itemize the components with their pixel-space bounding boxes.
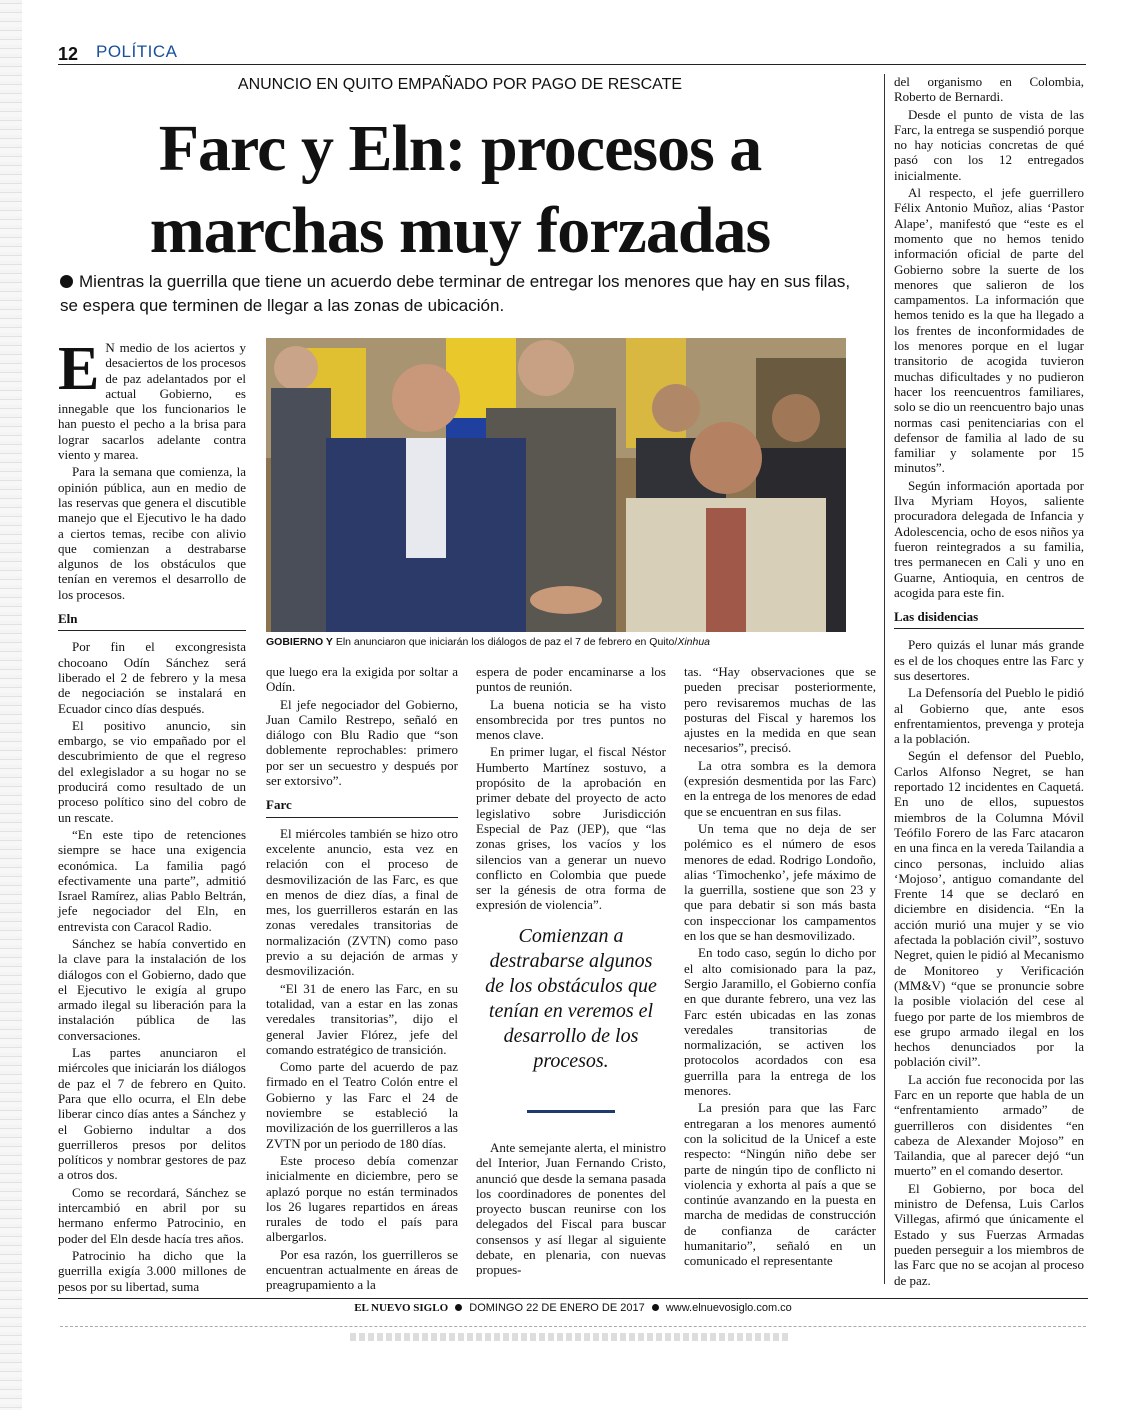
paragraph: Este proceso debía comenzar inicialmente en diciembre, pero se aplazó porque no están terminados los 26 lugares repartidos en áreas rurales de todo el país para albergarlos. xyxy=(266,1152,458,1245)
paragraph: El positivo anuncio, sin embargo, se vio empañado por el descubrimiento de que el regreso del exlegislador a su hogar no se producirá como resultado de un proceso político sino del cobro de un rescate. xyxy=(58,717,246,825)
scan-edge xyxy=(0,0,22,1410)
paragraph: En primer lugar, el fiscal Néstor Humberto Martínez sostuvo, a propósito de la aprobación en primer debate del proyecto de acto legislativo sobre Jurisdicción Especial de Paz (JEP), que “las zonas grises, los vacíos y los silencios van a generar un nuevo conflicto en Colombia que puede ser la génesis de otra forma de expresión de violencia”. xyxy=(476,744,666,913)
paragraph: La buena noticia se ha visto ensombrecida por tres puntos no menos clave. xyxy=(476,696,666,743)
cut-line xyxy=(60,1326,1086,1327)
subhead-disidencias: Las disidencias xyxy=(894,606,1084,629)
column-5 xyxy=(894,74,1084,1288)
subhead-eln: Eln xyxy=(58,608,246,631)
paragraph: Según información aportada por Ilva Myriam Hoyos, saliente procuradora delegada de Infancia y Adolescencia, ocho de esos niños ya fueron reintegrados a su familia, tres permanecen en Cali y uno en Guarne, Antioquia, en centros de acogida para este fin. xyxy=(894,477,1084,600)
pull-quote: Comienzan a destrabarse algunos de los obstáculos que tenían en veremos el desarrollo de los procesos. xyxy=(485,925,657,1072)
paragraph: En todo caso, según lo dicho por el alto comisionado para la paz, Sergio Jaramillo, el Gobierno confía en que durante febrero, una vez las Farc estén ubicadas en las zonas veredales transitorias de normalización, se activen los protocolos acordados con esa guerrilla para la entrega de los menores. xyxy=(684,945,876,1099)
footer-rule xyxy=(58,1298,1088,1299)
paragraph: Según el defensor del Pueblo, Carlos Alfonso Negret, se han reportado 12 incidentes en Caquetá. En uno de ellos, supuestos miembros de la Columna Móvil Teófilo Forero de las Farc atacaron en una finca en la vereda Tailandia a cinco personas, incluido alias ‘Mojoso’, antiguo comandante del Frente 14 que se declaró en diciembre en disidencia. “En la acción murió una mujer y se vio afectada la población civil”, sostuvo Negret, quien le pidió al Mecanismo de Monitoreo y Verificación (MM&V) “que se pronuncie sobre la posible violación del cese al fuego por parte de los miembros de ese grupo armado ilegal en los hechos denunciados por la población civil”. xyxy=(894,748,1084,1070)
paragraph: Las partes anunciaron el miércoles que iniciarán los diálogos de paz el 7 de febrero en Quito. Para que ello ocurra, el Eln debe liberar cinco días antes a Sánchez y el Gobierno indultar a dos guerrilleros presos por delitos políticos y nombrar gestores de paz a otros dos. xyxy=(58,1045,246,1183)
paragraph: del organismo en Colombia, Roberto de Bernardi. xyxy=(894,74,1084,105)
bleed-through xyxy=(350,1333,790,1341)
paragraph: espera de poder encaminarse a los puntos de reunión. xyxy=(476,664,666,695)
header-rule xyxy=(58,64,1086,65)
bullet-icon xyxy=(652,1304,659,1311)
footer xyxy=(60,1302,1086,1314)
paragraph: Como parte del acuerdo de paz firmado en el Teatro Colón entre el Gobierno y las Farc el 24 de noviembre se estableció la movilización de los guerrilleros a las ZVTN por un periodo de 180 días. xyxy=(266,1059,458,1151)
column-2 xyxy=(266,664,458,1293)
paragraph: Desde el punto de vista de las Farc, la entrega se suspendió porque no hay noticias concretas de qué pasó con los 12 entregados inicialmente. xyxy=(894,106,1084,183)
paragraph: El jefe negociador del Gobierno, Juan Camilo Restrepo, señaló en diálogo con Blu Radio que “son doblemente reprochables: primero por ser un secuestro y después por ser extorsivo”. xyxy=(266,696,458,789)
column-rule xyxy=(884,74,885,1284)
paragraph: que luego era la exigida por soltar a Odín. xyxy=(266,664,458,695)
paragraph: Sánchez se había convertido en la clave para la instalación de los diálogos con el Gobierno, dado que el Ejecutivo le exigía al grupo armado ilegal su liberación para la instalación pública de las conversaciones. xyxy=(58,935,246,1043)
column-4 xyxy=(684,664,876,1282)
paragraph: Por esa razón, los guerrilleros se encuentran actualmente en áreas de preagrupamiento a la xyxy=(266,1246,458,1293)
paragraph: Al respecto, el jefe guerrillero Félix Antonio Muñoz, alias ‘Pastor Alape’, manifestó que “este es el momento que no hemos tenido información oficial de parte del Gobierno sobre la suerte de los menores que salieron de los campamentos. La información que hemos tenido es la que ha llegado a los frentes de inconformidades de los menores porque en el lugar transitorio de acogida tuvieron muchas dificultades y no pudieron hacer los reencuentros familiares, solo se dio un reencuentro bajo unas normas casi penitenciarias con el defensor de familia al lado de su familiar y solamente por 15 minutos”. xyxy=(894,185,1084,476)
column-1 xyxy=(58,335,246,1294)
bullet-icon xyxy=(60,275,73,288)
paragraph: Patrocinio ha dicho que la guerrilla exigía 3.000 millones de pesos por su libertad, suma xyxy=(58,1247,246,1294)
paragraph: Como se recordará, Sánchez se intercambió en abril por su hermano enfermo Patrocinio, en poder del Eln desde hacía tres años. xyxy=(58,1184,246,1246)
section-label: POLÍTICA xyxy=(96,42,178,61)
kicker: ANUNCIO EN QUITO EMPAÑADO POR PAGO DE RESCATE xyxy=(237,76,683,93)
footer-date: DOMINGO 22 DE ENERO DE 2017 xyxy=(469,1302,645,1314)
paragraph: La presión para que las Farc entregaran a los menores aumentó con la solicitud de la Unicef a este respecto: “Ningún niño debe ser parte de ningún tipo de conflicto ni violencia y exhorta al país a que se continúe avanzando en la puesta en marcha de medidas de construcción de confianza de carácter humanitario”, señaló en un comunicado el representante xyxy=(684,1100,876,1269)
headline: Farc y Eln: procesos a marchas muy forzadas xyxy=(149,112,771,267)
paragraph: La acción fue reconocida por las Farc en un reporte que habla de un “enfrentamiento armado” de guerrilleros con disidentes “en cabeza de Alexander Mojoso” en Tailandia, que al parecer dejó “un muerto” en el comando desertor. xyxy=(894,1071,1084,1179)
subhead-farc: Farc xyxy=(266,794,458,817)
column-3-bottom xyxy=(476,1140,666,1282)
paragraph: “En este tipo de retenciones siempre se hace una exigencia económica. La familia pagó efectivamente una parte”, admitió Israel Ramírez, alias Pablo Beltrán, jefe negociador del Eln, en entrevista con Caracol Radio. xyxy=(58,826,246,934)
paragraph: Ante semejante alerta, el ministro del Interior, Juan Fernando Cristo, anunció que desde la semana pasada los coordinadores de ponentes del proyecto buscan reunirse con los delegados del Fiscal para buscar consensos y así llegar al siguiente debate, en plenaria, con nuevas propues- xyxy=(476,1140,666,1278)
newspaper-logo: EL NUEVO SIGLO xyxy=(354,1302,449,1314)
bullet-icon xyxy=(455,1304,462,1311)
pull-quote-rule xyxy=(527,1110,615,1113)
handshake-photo xyxy=(266,338,846,632)
paragraph: La otra sombra es la demora (expresión desmentida por las Farc) en la entrega de los menores de edad que se encuentran en sus filas. xyxy=(684,757,876,819)
paragraph: La Defensoría del Pueblo le pidió al Gobierno que, ante esos enfrentamientos, prevenga y proteja a la población. xyxy=(894,685,1084,747)
column-3-top xyxy=(476,664,666,914)
paragraph: Un tema que no deja de ser polémico es el número de esos menores de edad. Rodrigo Londoño, alias ‘Timochenko’, jefe máximo de la guerrilla, sostiene que son 23 y que para debatir si son más basta con inspeccionar los campamentos en los que se han desmovilizado. xyxy=(684,820,876,944)
footer-url: www.elnuevosiglo.com.co xyxy=(665,1302,792,1314)
paragraph: Por fin el excongresista chocoano Odín Sánchez será liberado el 2 de febrero y la mesa de negociación se instalará en Ecuador cinco días después. xyxy=(58,639,246,716)
deck-text: Mientras la guerrilla que tiene un acuerdo debe terminar de entregar los menores que hay en sus filas, se espera que terminen de llegar a las zonas de ubicación. xyxy=(60,272,851,315)
photo-caption: GOBIERNO Y Eln anunciaron que iniciarán los diálogos de paz el 7 de febrero en Quito/Xinhua xyxy=(266,636,711,648)
paragraph: Pero quizás el lunar más grande es el de los choques entre las Farc y sus desertores. xyxy=(894,637,1084,683)
paragraph: El Gobierno, por boca del ministro de Defensa, Luis Carlos Villegas, afirmó que únicamente el Estado y sus Fuerzas Armadas pueden perseguir a los miembros de las Farc que no se acojan al proceso de paz. xyxy=(894,1180,1084,1288)
deck xyxy=(60,270,862,318)
news-photo xyxy=(266,338,846,632)
drop-cap: E xyxy=(58,335,100,403)
paragraph: “El 31 de enero las Farc, en su totalidad, van a estar en las zonas veredales transitorias”, dijo el general Javier Flórez, jefe del comando estratégico de transición. xyxy=(266,980,458,1057)
paragraph: El miércoles también se hizo otro excelente anuncio, esta vez en relación con el proceso de desmovilización de las Farc, es que en menos de diez días, a final de mes, los guerrilleros estarán en las zonas veredales transitorias de normalización (ZVTN) como paso previo a su dejación de armas y desmovilización. xyxy=(266,825,458,979)
paragraph: Para la semana que comienza, la opinión pública, aun en medio de las reservas que genera el discutible manejo que el Ejecutivo le ha dado a ciertos temas, recibe con alivio que comienzan a destrabarse algunos de los obstáculos que tenían en veremos el desarrollo de los procesos. xyxy=(58,464,246,602)
page-number: 12 xyxy=(58,44,79,64)
lead-paragraph: E N medio de los aciertos y desaciertos de los procesos de paz adelantados por el actual Gobierno, es innegable que los funcionarios le han puesto el pecho a la brisa para lograr sacarlos adelante contra viento y marea. xyxy=(58,335,246,463)
paragraph: tas. “Hay observaciones que se pueden precisar posteriormente, pero revisaremos muchas de las posturas del Fiscal y haremos los ajustes en la medida en que sean necesarios”, precisó. xyxy=(684,664,876,756)
